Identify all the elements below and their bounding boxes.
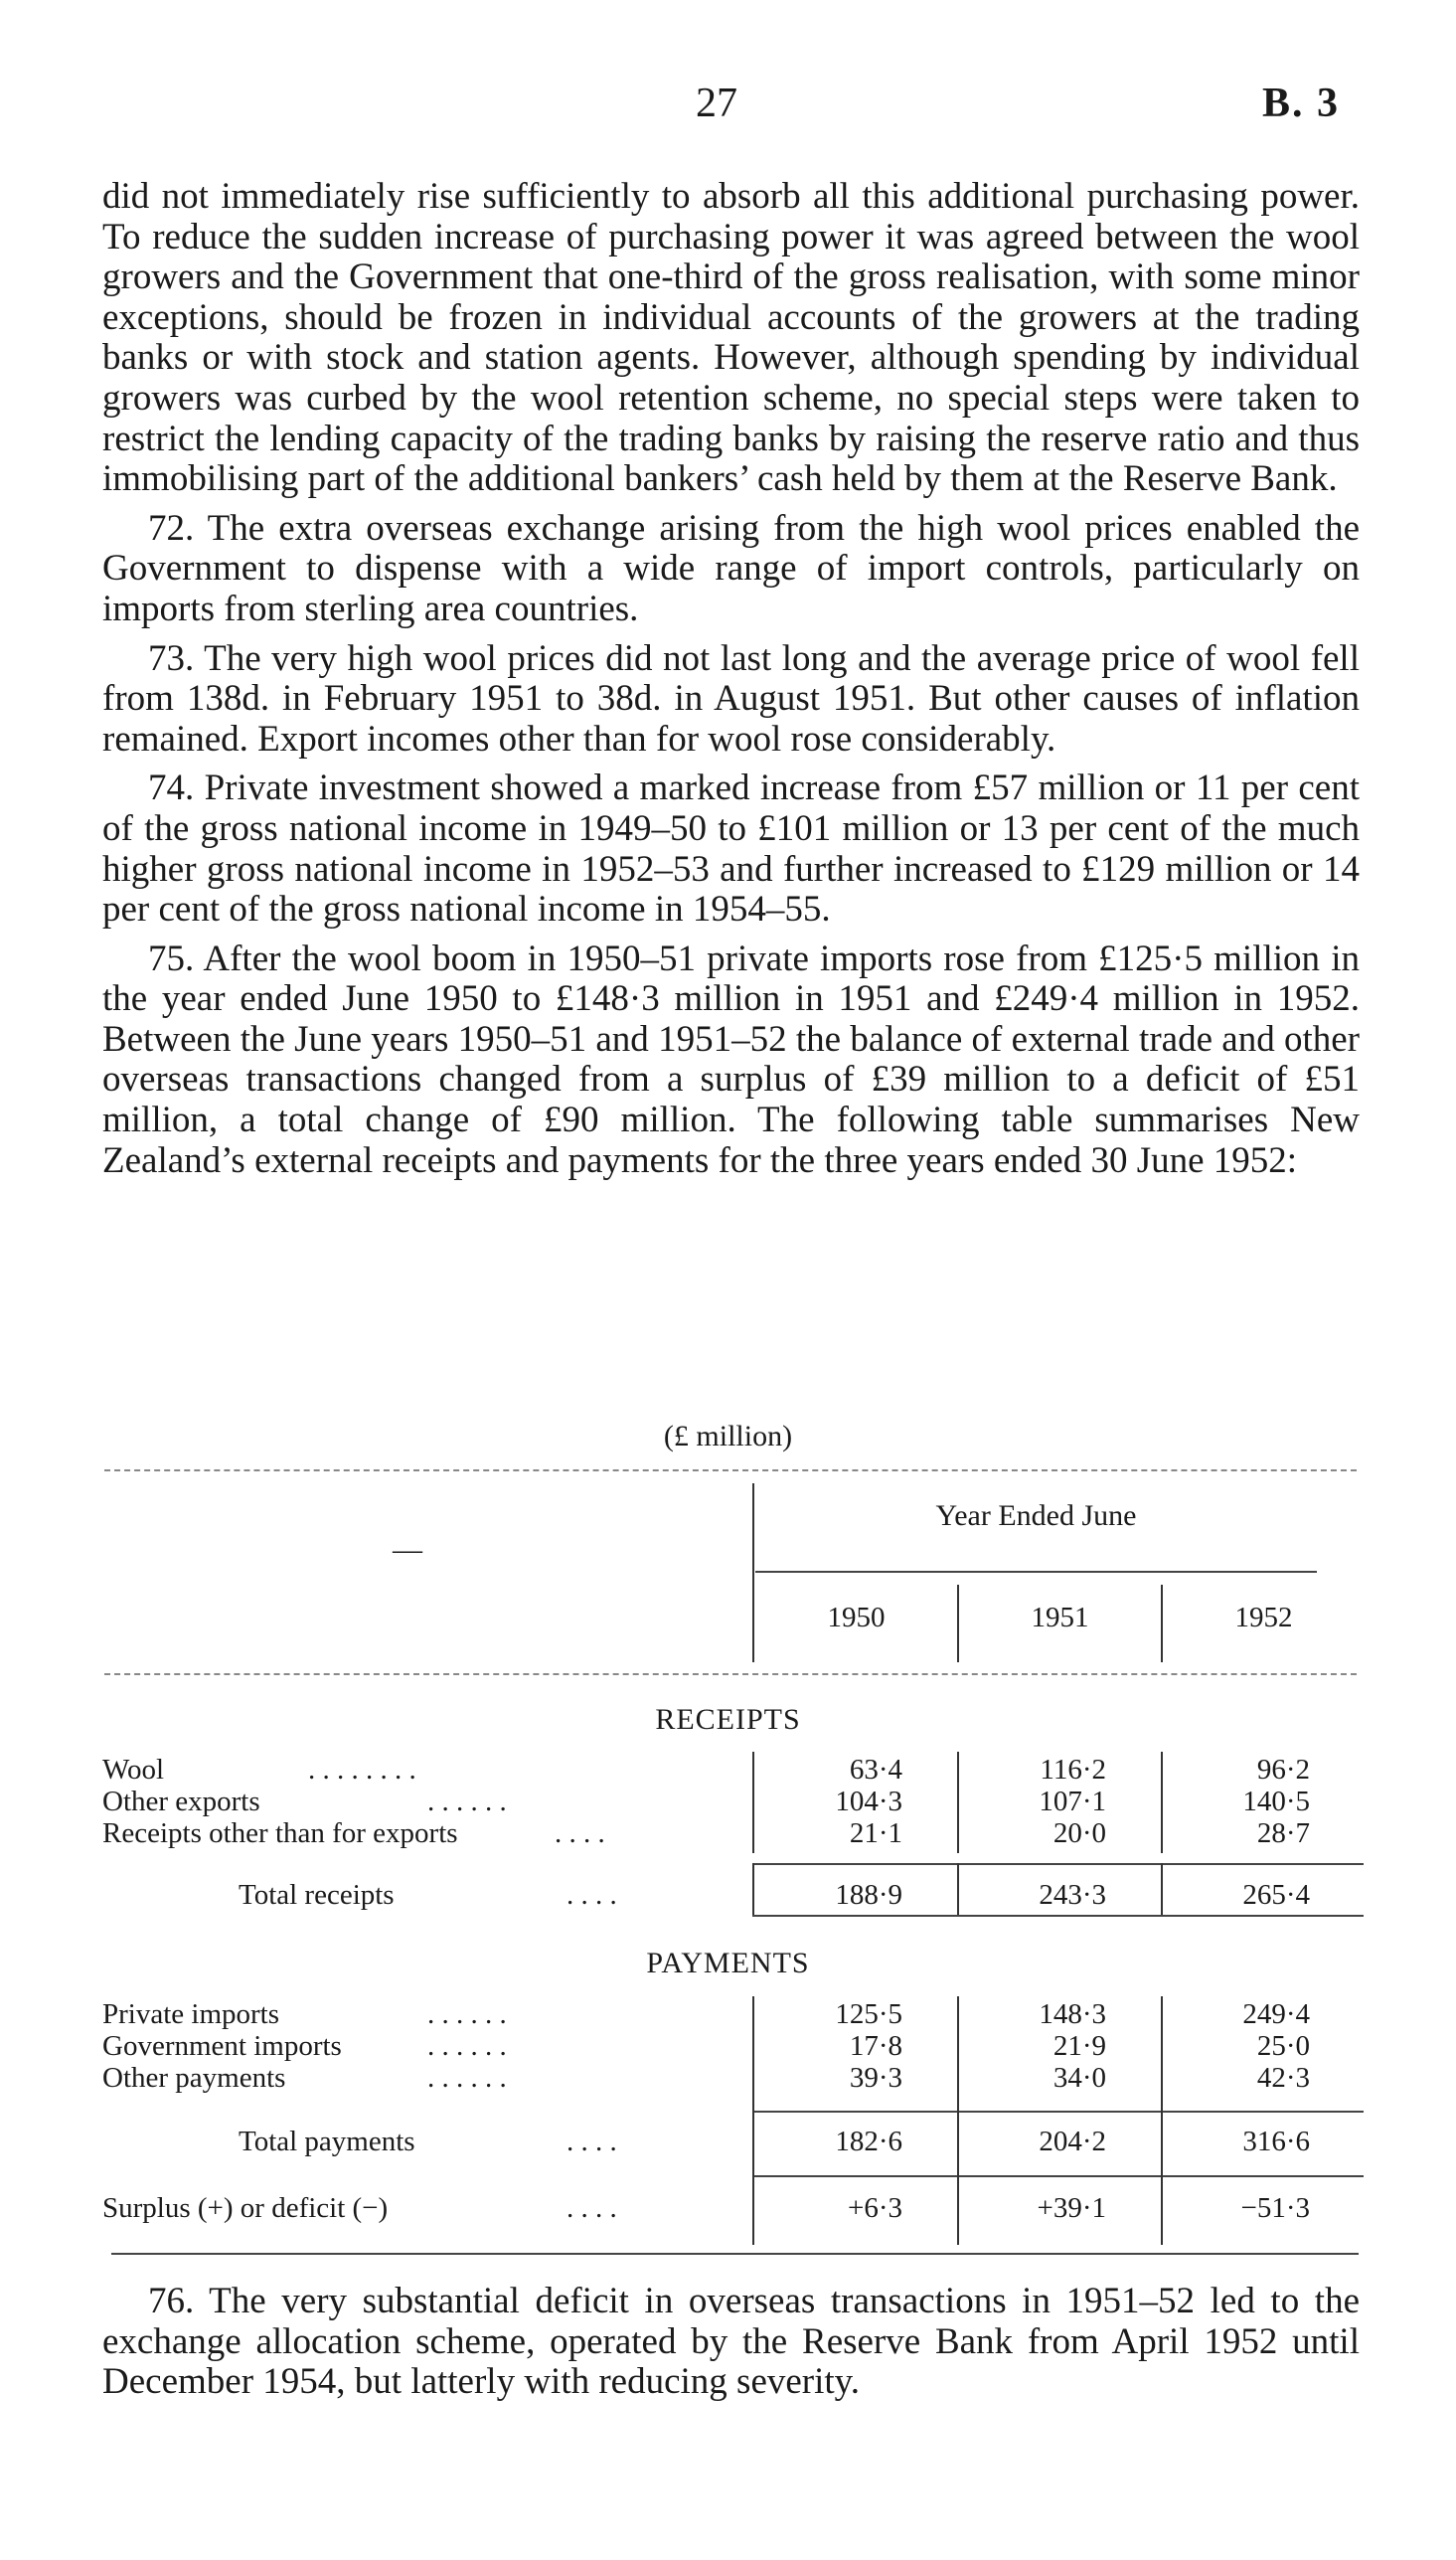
row-leaders: . . . . [555, 1817, 605, 1849]
table-top-rule [104, 1469, 1357, 1471]
value-cell: 25·0 [1256, 2030, 1310, 2062]
value-cell: 28·7 [1256, 1817, 1310, 1849]
body-text [102, 177, 1360, 1190]
page-number: 27 [696, 81, 737, 126]
total-rule [752, 2111, 1364, 2113]
balance-value: +39·1 [1037, 2192, 1106, 2224]
row-leaders: . . . . . . . . [308, 1754, 416, 1786]
column-divider [752, 2175, 754, 2245]
balance-label: Surplus (+) or deficit (−) [102, 2192, 389, 2224]
stub-dash: — [393, 1533, 422, 1566]
year-header: 1952 [1234, 1602, 1293, 1633]
document-code: B. 3 [1262, 81, 1341, 126]
row-leaders: . . . . [566, 1879, 617, 1911]
row-leaders: . . . . . . [427, 2030, 507, 2062]
value-cell: 42·3 [1256, 2062, 1310, 2094]
value-cell: 20·0 [1052, 1817, 1106, 1849]
column-divider [752, 1996, 754, 2111]
total-payments-value: 204·2 [1039, 2126, 1106, 2157]
value-cell: 140·5 [1242, 1786, 1310, 1817]
row-label: Wool [102, 1754, 165, 1786]
value-cell: 249·4 [1242, 1998, 1310, 2030]
row-label: Private imports [102, 1998, 280, 2030]
value-cell: 63·4 [849, 1754, 902, 1786]
table-unit: (£ million) [663, 1420, 793, 1452]
total-payments-value: 316·6 [1242, 2126, 1310, 2157]
total-payments-label: Total payments [239, 2126, 415, 2157]
total-receipts-value: 265·4 [1242, 1879, 1310, 1911]
paragraph-75: 75. After the wool boom in 1950–51 private imports rose from £125·5 million in the year ended June 1950 to £148·3 million in 1951 and £249·4 million in 1952. Between the June years 1950–51 and 1951–52 the balance of external trade and other overseas transactions changed from a surplus of £39 million to a deficit of £51 million, a total change of £90 million. The following table summarises New Zealand’s external receipts and payments for the three years ended 30 June 1952: [102, 938, 1360, 1181]
value-cell: 125·5 [835, 1998, 902, 2030]
value-cell: 104·3 [835, 1786, 902, 1817]
column-divider [752, 1483, 754, 1662]
paragraph-continued: did not immediately rise sufficiently to absorb all this additional purchasing power. To reduce the sudden increase of purchasing power it was agreed between the wool growers and the Government that one-third of the gross realisation, with some minor exceptions, should be frozen in individual accounts of the growers at the trading banks or with stock and station agents. However, although spending by individual growers was curbed by the wool retention scheme, no special steps were taken to restrict the lending capacity of the trading banks by raising the reserve ratio and thus immobilising part of the additional bankers’ cash held by them at the Reserve Bank. [102, 176, 1360, 500]
total-rule [752, 1915, 1364, 1917]
year-header: 1951 [1031, 1602, 1089, 1633]
receipts-heading: RECEIPTS [655, 1703, 801, 1736]
row-leaders: . . . . [566, 2192, 617, 2224]
total-rule [752, 1863, 1364, 1865]
header-bottom-rule [104, 1673, 1357, 1675]
row-label: Other payments [102, 2062, 286, 2094]
value-cell: 21·1 [849, 1817, 902, 1849]
row-leaders: . . . . . . [427, 1998, 507, 2030]
total-receipts-value: 243·3 [1039, 1879, 1106, 1911]
paragraph-74: 74. Private investment showed a marked increase from £57 million or 11 per cent of the gross national income in 1949–50 to £101 million or 13 per cent of the much higher gross national income in 1952–53 and further increased to £129 million or 14 per cent of the gross national income in 1954–55. [102, 768, 1360, 931]
row-leaders: . . . . . . [427, 2062, 507, 2094]
total-receipts-value: 188·9 [835, 1879, 902, 1911]
total-rule [752, 2175, 1364, 2177]
value-cell: 39·3 [849, 2062, 902, 2094]
paragraph-73: 73. The very high wool prices did not last long and the average price of wool fell from 138d. in February 1951 to 38d. in August 1951. But other causes of inflation remained. Export incomes other than for wool rose considerably. [102, 637, 1360, 760]
table-bottom-rule [111, 2253, 1359, 2255]
paragraph-72: 72. The extra overseas exchange arising from the high wool prices enabled the Government to dispense with a wide range of import controls, particularly on imports from sterling area countries. [102, 507, 1360, 629]
value-cell: 107·1 [1039, 1786, 1106, 1817]
row-leaders: . . . . [566, 2126, 617, 2157]
total-payments-value: 182·6 [835, 2126, 902, 2157]
row-label: Other exports [102, 1786, 260, 1817]
value-cell: 116·2 [1040, 1754, 1106, 1786]
balance-value: +6·3 [847, 2192, 902, 2224]
column-divider [752, 2111, 754, 2175]
group-header-rule [755, 1571, 1317, 1573]
year-header: 1950 [827, 1602, 886, 1633]
column-divider [752, 1863, 754, 1915]
value-cell: 17·8 [849, 2030, 902, 2062]
balance-value: −51·3 [1240, 2192, 1310, 2224]
row-label: Receipts other than for exports [102, 1817, 458, 1849]
value-cell: 21·9 [1052, 2030, 1106, 2062]
page-header [0, 80, 1456, 139]
value-cell: 34·0 [1052, 2062, 1106, 2094]
row-label: Government imports [102, 2030, 342, 2062]
paragraph-76: 76. The very substantial deficit in overseas transactions in 1951–52 led to the exchange allocation scheme, operated by the Reserve Bank from April 1952 until December 1954, but latterly with reducing severity. [102, 2281, 1360, 2403]
value-cell: 148·3 [1039, 1998, 1106, 2030]
column-divider [752, 1752, 754, 1853]
group-header: Year Ended June [935, 1499, 1137, 1532]
value-cell: 96·2 [1256, 1754, 1310, 1786]
row-leaders: . . . . . . [427, 1786, 507, 1817]
total-receipts-label: Total receipts [239, 1879, 395, 1911]
payments-heading: PAYMENTS [646, 1947, 810, 1979]
